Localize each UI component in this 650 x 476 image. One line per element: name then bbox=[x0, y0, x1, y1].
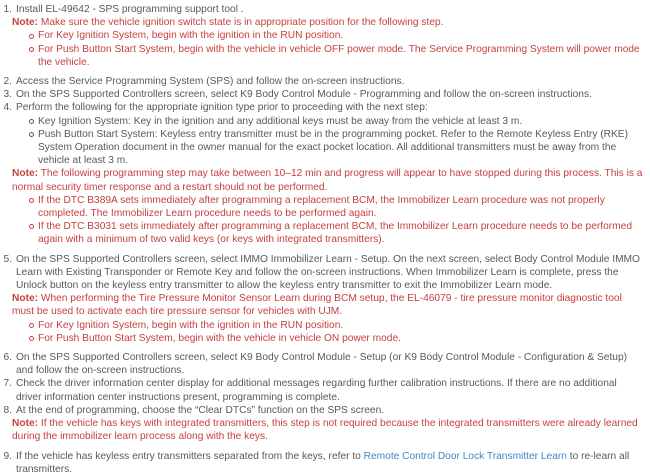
text-run: Access the Service Programming System (SPS) and follow the on-screen instructions. bbox=[16, 76, 405, 88]
text-run: Make sure the vehicle ignition switch state is in appropriate position for the following step. bbox=[38, 17, 444, 29]
bullet-text bbox=[38, 29, 645, 42]
step-item bbox=[0, 101, 645, 246]
note-paragraph bbox=[12, 167, 645, 193]
text-run: If the vehicle has keyless entry transmitters separated from the keys, refer to bbox=[16, 450, 364, 462]
step-number: 7. bbox=[3, 378, 12, 390]
bullet-item bbox=[29, 319, 645, 332]
text-run: When performing the Tire Pressure Monitor Sensor Learn during BCM setup, the EL-46079 - tire pressure monitor diagnostic tool must be used to activate each tire pressure sensor for vehicles with UJM. bbox=[12, 293, 622, 318]
text-run: Perform the following for the appropriate ignition type prior to proceeding with the next step: bbox=[16, 102, 428, 114]
circle-bullet-icon bbox=[29, 198, 34, 203]
bullet-text bbox=[38, 128, 645, 168]
note-label: Note: bbox=[12, 418, 39, 430]
bullet-list bbox=[29, 319, 645, 345]
step-text bbox=[16, 101, 645, 114]
bullet-text bbox=[38, 220, 645, 246]
step-item bbox=[0, 377, 645, 403]
note-paragraph bbox=[12, 292, 645, 318]
bullet-list bbox=[29, 194, 645, 247]
text-run: On the SPS Supported Controllers screen, select K9 Body Control Module - Programming and follow the on-screen instructions. bbox=[16, 89, 592, 101]
step-item bbox=[0, 88, 645, 101]
step-item bbox=[0, 3, 645, 69]
bullet-item bbox=[29, 332, 645, 345]
step-item bbox=[0, 75, 645, 88]
step-text bbox=[16, 377, 645, 403]
text-run: For Push Button Start System, begin with the vehicle in vehicle OFF power mode. The Service Programming System will power mode the vehicle. bbox=[38, 43, 640, 68]
circle-bullet-icon bbox=[29, 119, 34, 124]
circle-bullet-icon bbox=[29, 47, 34, 52]
text-run: On the SPS Supported Controllers screen, select IMMO Immobilizer Learn - Setup. On the next screen, select Body Control Module IMMO Learn with Existing Transponder or Remote Key and follow the on-screen instructions. When Immobilizer Learn is complete, press the Unlock button on the keyless entry transmitter to allow the keyless entry transmitter to exit the Immobilizer Learn mode. bbox=[16, 253, 640, 292]
bullet-text bbox=[38, 194, 645, 220]
step-row bbox=[0, 75, 645, 88]
step-row bbox=[0, 377, 645, 403]
bullet-list bbox=[29, 29, 645, 69]
bullet-item bbox=[29, 220, 645, 246]
text-run: For Push Button Start System, begin with the vehicle in vehicle ON power mode. bbox=[38, 332, 401, 344]
text-run: The following programming step may take between 10–12 min and progress will appear to have stopped during this process. This is a normal security timer response and a restart should not be performed. bbox=[12, 168, 643, 193]
text-run: Push Button Start System: Keyless entry transmitter must be in the programming pocket. Refer to the Remote Keyless Entry (RKE) System Operation document in the owner manual for the exact pocket location. All additional transmitters must be away from the vehicle at least 3 m. bbox=[38, 128, 628, 167]
step-row bbox=[0, 450, 645, 476]
step-text bbox=[16, 404, 645, 417]
step-text bbox=[16, 450, 645, 476]
step-row bbox=[0, 101, 645, 114]
step-number: 4. bbox=[3, 102, 12, 114]
step-text bbox=[16, 351, 645, 377]
step-number: 9. bbox=[3, 450, 12, 462]
step-row bbox=[0, 404, 645, 417]
bullet-text bbox=[38, 332, 645, 345]
step-number: 2. bbox=[3, 76, 12, 88]
step-number: 6. bbox=[3, 352, 12, 364]
step-item bbox=[0, 253, 645, 345]
note-label: Note: bbox=[12, 293, 39, 305]
step-item bbox=[0, 351, 645, 377]
text-run: Key Ignition System: Key in the ignition and any additional keys must be away from the vehicle at least 3 m. bbox=[38, 115, 523, 127]
bullet-item bbox=[29, 29, 645, 42]
bullet-text bbox=[38, 43, 645, 69]
step-item bbox=[0, 404, 645, 444]
circle-bullet-icon bbox=[29, 336, 34, 341]
bullet-list bbox=[29, 115, 645, 168]
note-label: Note: bbox=[12, 17, 39, 29]
step-text bbox=[16, 3, 645, 16]
bullet-text bbox=[38, 319, 645, 332]
text-run: If the DTC B3031 sets immediately after programming a replacement BCM, the Immobilizer Learn procedure needs to be performed again with a minimum of two valid keys (or keys with integrated transmitters). bbox=[38, 221, 632, 246]
step-row bbox=[0, 351, 645, 377]
text-run: If the vehicle has keys with integrated transmitters, this step is not required because the integrated transmitters were already learned during the immobilizer learn process along with the keys. bbox=[12, 418, 638, 443]
text-run: For Key Ignition System, begin with the ignition in the RUN position. bbox=[38, 30, 344, 42]
bullet-item bbox=[29, 194, 645, 220]
bullet-item bbox=[29, 43, 645, 69]
note-label: Note: bbox=[12, 168, 39, 180]
circle-bullet-icon bbox=[29, 34, 34, 39]
text-run: Install EL-49642 - SPS programming support tool . bbox=[16, 4, 244, 15]
note-paragraph bbox=[12, 417, 645, 443]
doc-link[interactable]: Remote Control Door Lock Transmitter Learn bbox=[363, 450, 567, 462]
step-number: 8. bbox=[3, 404, 12, 416]
note-paragraph bbox=[12, 16, 645, 29]
text-run: For Key Ignition System, begin with the ignition in the RUN position. bbox=[38, 319, 344, 331]
bullet-text bbox=[38, 115, 645, 128]
bullet-item bbox=[29, 115, 645, 128]
text-run: On the SPS Supported Controllers screen, select K9 Body Control Module - Setup (or K9 Body Control Module - Configuration & Setup) and follow the on-screen instructions. bbox=[16, 352, 628, 377]
bullet-item bbox=[29, 128, 645, 168]
circle-bullet-icon bbox=[29, 132, 34, 137]
step-number: 5. bbox=[3, 253, 12, 265]
circle-bullet-icon bbox=[29, 323, 34, 328]
step-text bbox=[16, 253, 645, 293]
text-run: Check the driver information center display for additional messages regarding further calibration instructions. If there are no additional driver information center instructions present, programming is complete. bbox=[16, 378, 617, 403]
step-row bbox=[0, 88, 645, 101]
text-run: If the DTC B389A sets immediately after programming a replacement BCM, the Immobilizer Learn procedure was not properly completed. The Immobilizer Learn procedure needs to be performed again. bbox=[38, 194, 605, 220]
step-text bbox=[16, 75, 645, 88]
step-row bbox=[0, 253, 645, 293]
step-number: 3. bbox=[3, 89, 12, 101]
text-run: to re-learn all transmitters. bbox=[16, 450, 630, 475]
step-item bbox=[0, 450, 645, 476]
steps-list bbox=[0, 3, 645, 476]
circle-bullet-icon bbox=[29, 224, 34, 229]
text-run: At the end of programming, choose the “Clear DTCs” function on the SPS screen. bbox=[16, 404, 385, 416]
step-row bbox=[0, 3, 645, 16]
step-text bbox=[16, 88, 645, 101]
step-number: 1. bbox=[3, 4, 12, 15]
